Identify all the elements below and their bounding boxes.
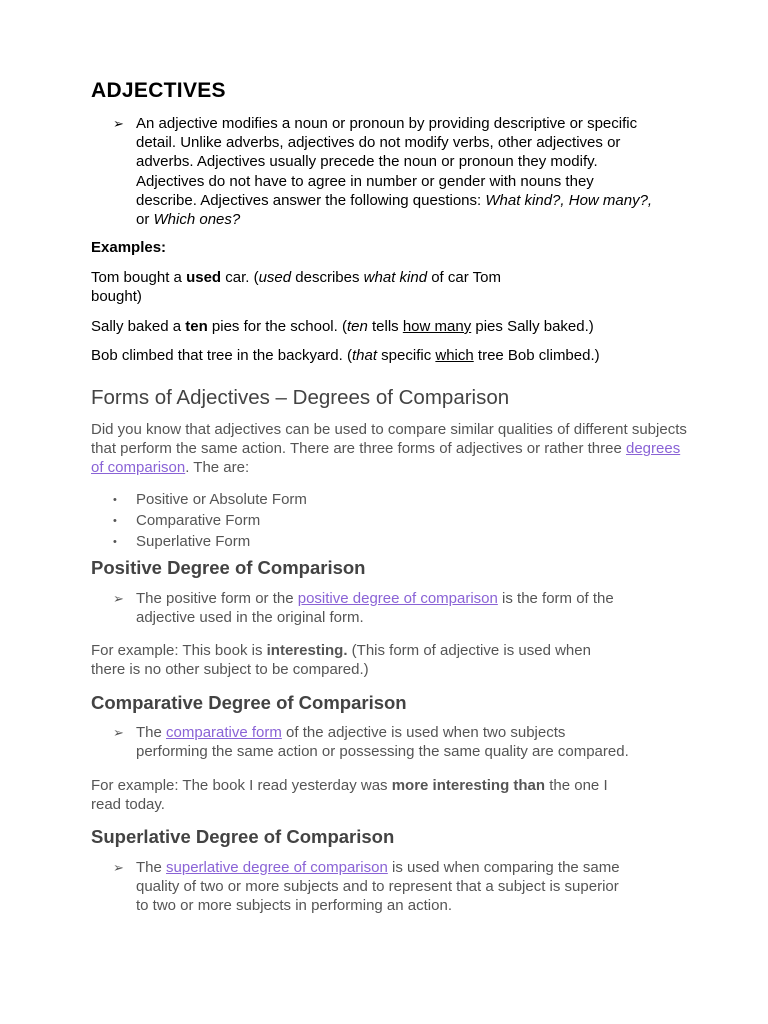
arrow-bullet-icon: ➢ [113,725,124,740]
comparative-example: For example: The book I read yesterday was more interesting than the one I read today. [91,777,608,814]
positive-paragraph: The positive form or the positive degree of comparison is the form of the adjective used in the original form. [136,590,614,627]
comparative-form-link[interactable]: comparative form [166,724,282,741]
arrow-bullet-icon: ➢ [113,591,124,606]
bullet-dot-icon: • [113,515,117,527]
superlative-heading: Superlative Degree of Comparison [91,826,395,847]
example-3: Bob climbed that tree in the backyard. (that specific which tree Bob climbed.) [91,347,600,364]
forms-paragraph: Did you know that adjectives can be used to compare similar qualities of different subjects that perform the same action. There are three forms of adjectives or rather three degrees of comparison. The are: [91,421,687,477]
bullet-dot-icon: • [113,536,117,548]
positive-heading: Positive Degree of Comparison [91,557,366,578]
example-1: Tom bought a used car. (used describes what kind of car Tom bought) [91,269,501,306]
comparative-paragraph: The comparative form of the adjective is used when two subjects performing the same action or possessing the same quality are compared. [136,724,629,761]
examples-label: Examples: [91,239,167,256]
forms-heading: Forms of Adjectives – Degrees of Comparison [91,386,510,409]
example-2: Sally baked a ten pies for the school. (ten tells how many pies Sally baked.) [91,318,594,335]
superlative-paragraph: The superlative degree of comparison is used when comparing the same quality of two or more subjects and to represent that a subject is superior to two or more subjects in performing an action. [136,859,620,915]
arrow-bullet-icon: ➢ [113,116,124,131]
arrow-bullet-icon: ➢ [113,860,124,875]
degrees-of-comparison-link[interactable]: degrees of comparison [91,440,681,477]
document-page: ADJECTIVES ➢ An adjective modifies a noun or pronoun by providing descriptive or specific detail. Unlike adverbs, adjectives do not modify verbs, other adjectives or adverbs. Adjectives usually precede the noun or pronoun they modify. Adjectives do not have to agree in number or gender with nouns they describe. Adjectives answer the following questions: What kind?, How many?, or Which ones? Examples: Tom bought a used car. (used describes what kind of car Tom bought) Sally baked a ten pies for the school. (ten tells how many pies Sally baked.) Bob climbed that tree in the backyard. (that specific which tree Bob climbed.) Forms of Adjectives – Degrees of Comparison Did you know that adjectives can be used to compare similar qualities of different subjects that perform the same action. There are three forms of adjectives or rather three degrees of comparison. The are: • Positive or Absolute Form • Comparative Form • Superlative Form Positive Degree of Comparison ➢ The positive form or the positive degree of comparison is the form of the adjective used in the original form. For example: This book is interesting. (This form of adjective is used when there is no other subject to be compared.) Comparative Degree of Comparison ➢ The comparative form of the adjective is used when two subjects performing the same action or possessing the same quality are compared. For example: The book I read yesterday was more interesting than the one I read today. Superlative Degree of Comparison ➢ The superlative degree of comparison is used when comparing the same quality of two or more subjects and to represent that a subject is superior to two or more subjects in performing an action. [0,0,768,1024]
positive-degree-link[interactable]: positive degree of comparison [297,590,498,607]
comparative-heading: Comparative Degree of Comparison [91,692,407,713]
page-title: ADJECTIVES [91,79,226,102]
superlative-degree-link[interactable]: superlative degree of comparison [166,859,388,876]
positive-example: For example: This book is interesting. (This form of adjective is used when there is no other subject to be compared.) [91,642,591,679]
bullet-dot-icon: • [113,494,117,506]
intro-paragraph: An adjective modifies a noun or pronoun by providing descriptive or specific detail. Unlike adverbs, adjectives do not modify verbs, other adjectives or adverbs. Adjectives usually precede the noun or pronoun they modify. Adjectives do not have to agree in number or gender with nouns they describe. Adjectives answer the following questions: What kind?, How many?, or Which ones? [136,115,653,229]
